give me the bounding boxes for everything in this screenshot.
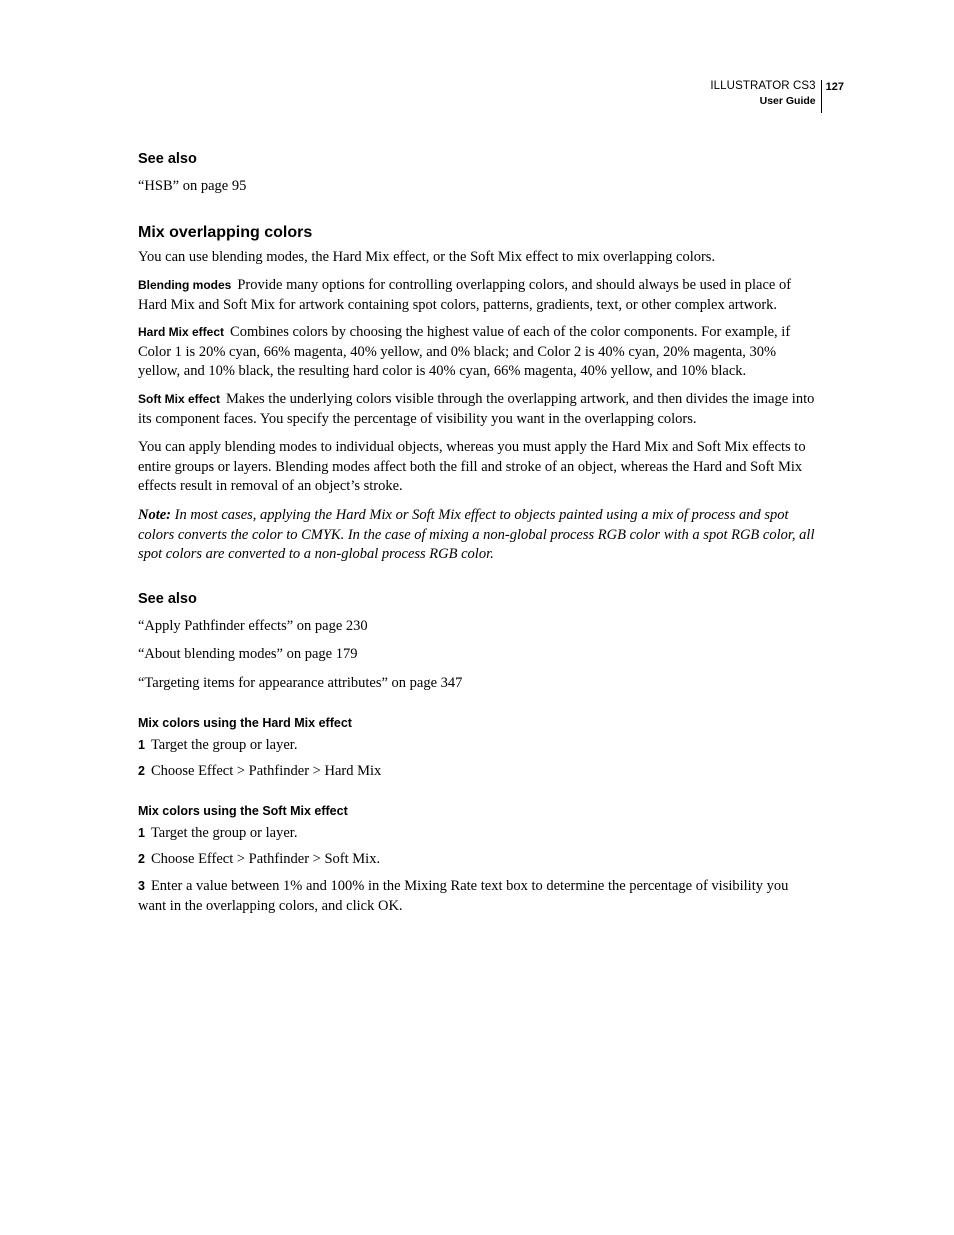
step-number: 2 <box>138 764 145 778</box>
definition-soft-mix <box>138 390 818 429</box>
soft-mix-step-2 <box>138 850 818 870</box>
soft-mix-step-1 <box>138 824 818 844</box>
definition-text: Makes the underlying colors visible through the overlapping artwork, and then divides the image into its component faces. You specify the percentage of visibility you want in the overlapping colors. <box>138 391 815 427</box>
see-also-heading-2: See also <box>138 591 197 607</box>
note <box>138 506 818 565</box>
see-also-link-hsb[interactable]: “HSB” on page 95 <box>138 178 247 194</box>
running-header <box>710 78 844 113</box>
soft-mix-heading: Mix colors using the Soft Mix effect <box>138 804 348 818</box>
step-text: Target the group or layer. <box>150 825 298 841</box>
definition-term: Soft Mix effect <box>138 392 221 406</box>
definition-blending-modes <box>138 276 818 315</box>
hard-mix-step-2 <box>138 762 818 782</box>
soft-mix-step-3 <box>138 877 818 916</box>
step-text: Choose Effect > Pathfinder > Soft Mix. <box>150 851 381 867</box>
step-text: Enter a value between 1% and 100% in the Mixing Rate text box to determine the percentage of visibility you want in the overlapping colors, and click OK. <box>138 878 789 914</box>
definition-term: Hard Mix effect <box>138 325 225 339</box>
step-text: Choose Effect > Pathfinder > Hard Mix <box>150 763 382 779</box>
body-paragraph: You can apply blending modes to individual objects, whereas you must apply the Hard Mix and Soft Mix effects to entire groups or layers. Blending modes affect both the fill and stroke of an object, whereas the Hard and Soft Mix effects result in removal of an object’s stroke. <box>138 439 806 495</box>
definition-text: Provide many options for controlling overlapping colors, and should always be used in place of Hard Mix and Soft Mix for artwork containing spot colors, patterns, gradients, text, or other complex artwork. <box>138 277 792 313</box>
step-number: 1 <box>138 826 145 840</box>
product-name: ILLUSTRATOR CS3 <box>710 80 816 92</box>
page-number: 127 <box>825 81 844 93</box>
step-number: 3 <box>138 879 145 893</box>
section-intro: You can use blending modes, the Hard Mix effect, or the Soft Mix effect to mix overlapping colors. <box>138 249 716 265</box>
definition-text: Combines colors by choosing the highest value of each of the color components. For example, if Color 1 is 20% cyan, 66% magenta, 40% yellow, and 0% black; and Color 2 is 40% cyan, 20% magenta, 30% yellow, and 10% black, the resulting hard color is 40% cyan, 66% magenta, 40% yellow, and 10% black. <box>138 324 791 380</box>
hard-mix-step-1 <box>138 736 818 756</box>
see-also-link-targeting[interactable]: “Targeting items for appearance attributes” on page 347 <box>138 675 463 691</box>
step-text: Target the group or layer. <box>150 737 298 753</box>
header-text <box>710 78 820 108</box>
see-also-link-pathfinder[interactable]: “Apply Pathfinder effects” on page 230 <box>138 618 368 634</box>
see-also-heading: See also <box>138 151 197 167</box>
definition-hard-mix <box>138 323 818 382</box>
note-label: Note: <box>138 507 172 523</box>
section-heading: Mix overlapping colors <box>138 224 313 241</box>
step-number: 1 <box>138 738 145 752</box>
definition-term: Blending modes <box>138 278 232 292</box>
see-also-link-blending[interactable]: “About blending modes” on page 179 <box>138 646 358 662</box>
note-text: In most cases, applying the Hard Mix or Soft Mix effect to objects painted using a mix of process and spot colors converts the color to CMYK. In the case of mixing a non-global process RGB color with a spot RGB color, all spot colors are converted to a non-global process RGB color. <box>138 507 815 563</box>
hard-mix-heading: Mix colors using the Hard Mix effect <box>138 716 352 730</box>
step-number: 2 <box>138 852 145 866</box>
guide-name: User Guide <box>759 95 816 107</box>
